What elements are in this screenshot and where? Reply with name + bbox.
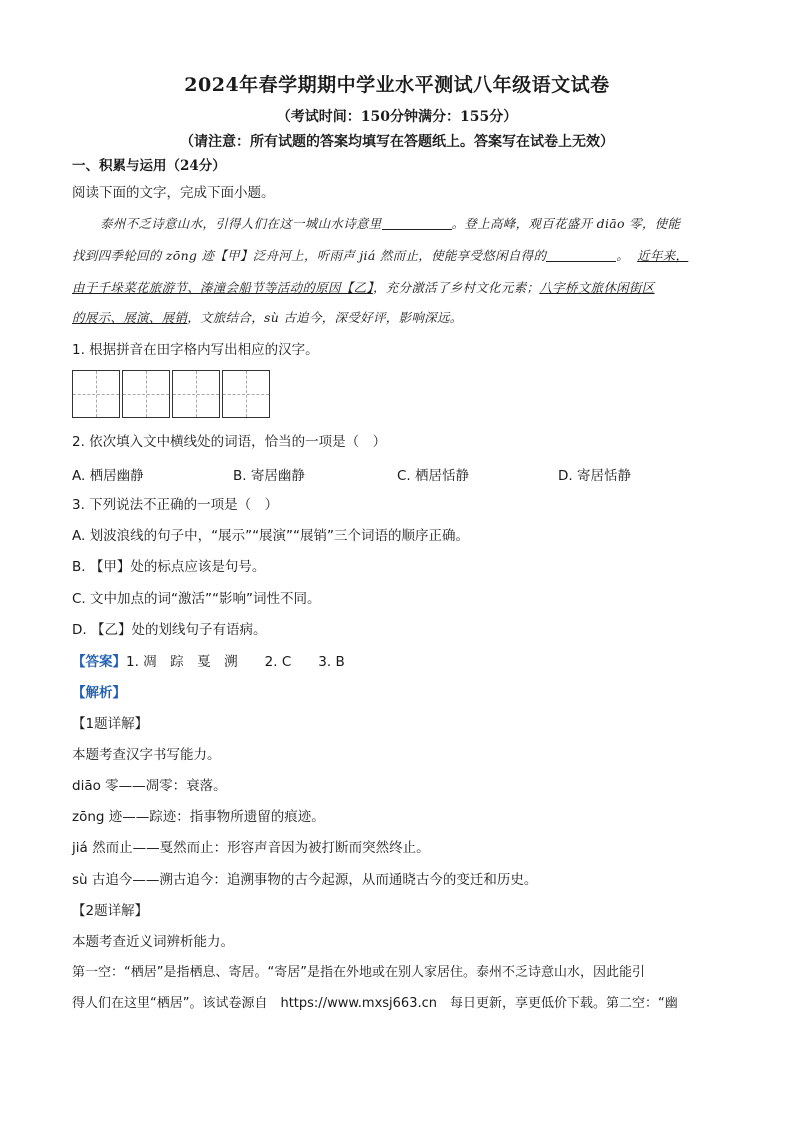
answer-line xyxy=(72,652,345,672)
q3-option-d[interactable]: D. 【乙】处的划线句子有语病。 xyxy=(72,622,267,638)
q2-option-d[interactable]: D. 寄居恬静 xyxy=(558,468,631,484)
passage-text: 。 xyxy=(616,248,630,263)
q2-option-b[interactable]: B. 寄居幽静 xyxy=(233,468,305,484)
passage-text: 泰州不乏诗意山水，引得人们在这一城山水诗意里 xyxy=(100,216,382,231)
wavy-underlined-sentence: 的展示、展演、展销 xyxy=(72,310,188,325)
detail-1-line: jiá 然而止——戛然而止：形容声音因为被打断而突然终止。 xyxy=(72,840,430,856)
passage-text: 找到四季轮回的 zōng 迹【甲】泛舟河上，听雨声 jiá 然而止，使能享受悠闲自得的 xyxy=(72,248,547,263)
underlined-sentence: 近年来， xyxy=(637,248,689,263)
detail-2-intro: 本题考查近义词辨析能力。 xyxy=(72,934,234,950)
detail-1-line: sù 古追今——溯古追今：追溯事物的古今起源，从而通晓古今的变迁和历史。 xyxy=(72,872,538,888)
detail-2-line: 第一空：“栖居”是指栖息、寄居。“寄居”是指在外地或在别人家居住。泰州不乏诗意山水，因此能引 xyxy=(72,965,645,980)
exam-info: （考试时间：150分钟满分：155分） xyxy=(276,109,518,125)
detail-1-label: 【1题详解】 xyxy=(72,716,149,732)
detail-2-line: 得人们在这里“栖居”。该试卷源自 https://www.mxsj663.cn 每日更新，享更低价下载。第二空：“幽 xyxy=(72,996,678,1011)
q2-option-c[interactable]: C. 栖居恬静 xyxy=(397,468,470,484)
question-2: 2. 依次填入文中横线处的词语，恰当的一项是（ ） xyxy=(72,434,387,450)
answer-text: 1. 凋 踪 戛 溯 2. C 3. B xyxy=(126,654,345,670)
tianzige-cell[interactable] xyxy=(72,370,120,418)
exam-notice: （请注意：所有试题的答案均填写在答题纸上。答案写在试卷上无效） xyxy=(180,134,614,150)
section-heading: 一、积累与运用（24分） xyxy=(72,158,226,174)
passage-line-2 xyxy=(72,246,688,266)
q3-option-a[interactable]: A. 划波浪线的句子中，“展示”“展演”“展销”三个词语的顺序正确。 xyxy=(72,528,470,544)
passage-line-1 xyxy=(100,214,680,234)
answer-label: 【答案】 xyxy=(72,654,126,670)
fill-blank-2 xyxy=(546,247,616,262)
detail-1-line: diāo 零——凋零：衰落。 xyxy=(72,778,227,794)
wavy-underlined-sentence: 八字桥文旅休闲街区 xyxy=(539,280,655,295)
passage-text: ，文旅结合，sù 古追今，深受好评，影响深远。 xyxy=(187,310,463,325)
question-1: 1. 根据拼音在田字格内写出相应的汉字。 xyxy=(72,342,319,358)
tianzige-cell[interactable] xyxy=(222,370,270,418)
question-3: 3. 下列说法不正确的一项是（ ） xyxy=(72,497,279,513)
q3-option-b[interactable]: B. 【甲】处的标点应该是句号。 xyxy=(72,559,266,575)
q3-option-c[interactable]: C. 文中加点的词“激活”“影响”词性不同。 xyxy=(72,591,321,607)
passage-line-4 xyxy=(72,308,463,328)
fill-blank-1 xyxy=(382,215,452,230)
tianzige-grid[interactable] xyxy=(72,370,272,418)
tianzige-cell[interactable] xyxy=(172,370,220,418)
detail-2-label: 【2题详解】 xyxy=(72,903,149,919)
analysis-label: 【解析】 xyxy=(72,685,126,701)
detail-1-intro: 本题考查汉字书写能力。 xyxy=(72,747,221,763)
passage-text: ，充分激活了乡村文化元素； xyxy=(372,280,540,295)
passage-text: 。登上高峰，观百花盛开 diāo 零，使能 xyxy=(451,216,681,231)
tianzige-cell[interactable] xyxy=(122,370,170,418)
underlined-sentence: 由于千垛菜花旅游节、溱潼会船节等活动的原因【乙】 xyxy=(72,280,373,295)
q2-option-a[interactable]: A. 栖居幽静 xyxy=(72,468,144,484)
instruction-text: 阅读下面的文字，完成下面小题。 xyxy=(72,185,275,201)
passage-line-3 xyxy=(72,278,655,298)
page-title: 2024年春学期期中学业水平测试八年级语文试卷 xyxy=(184,74,610,96)
detail-1-line: zōng 迹——踪迹：指事物所遗留的痕迹。 xyxy=(72,809,325,825)
